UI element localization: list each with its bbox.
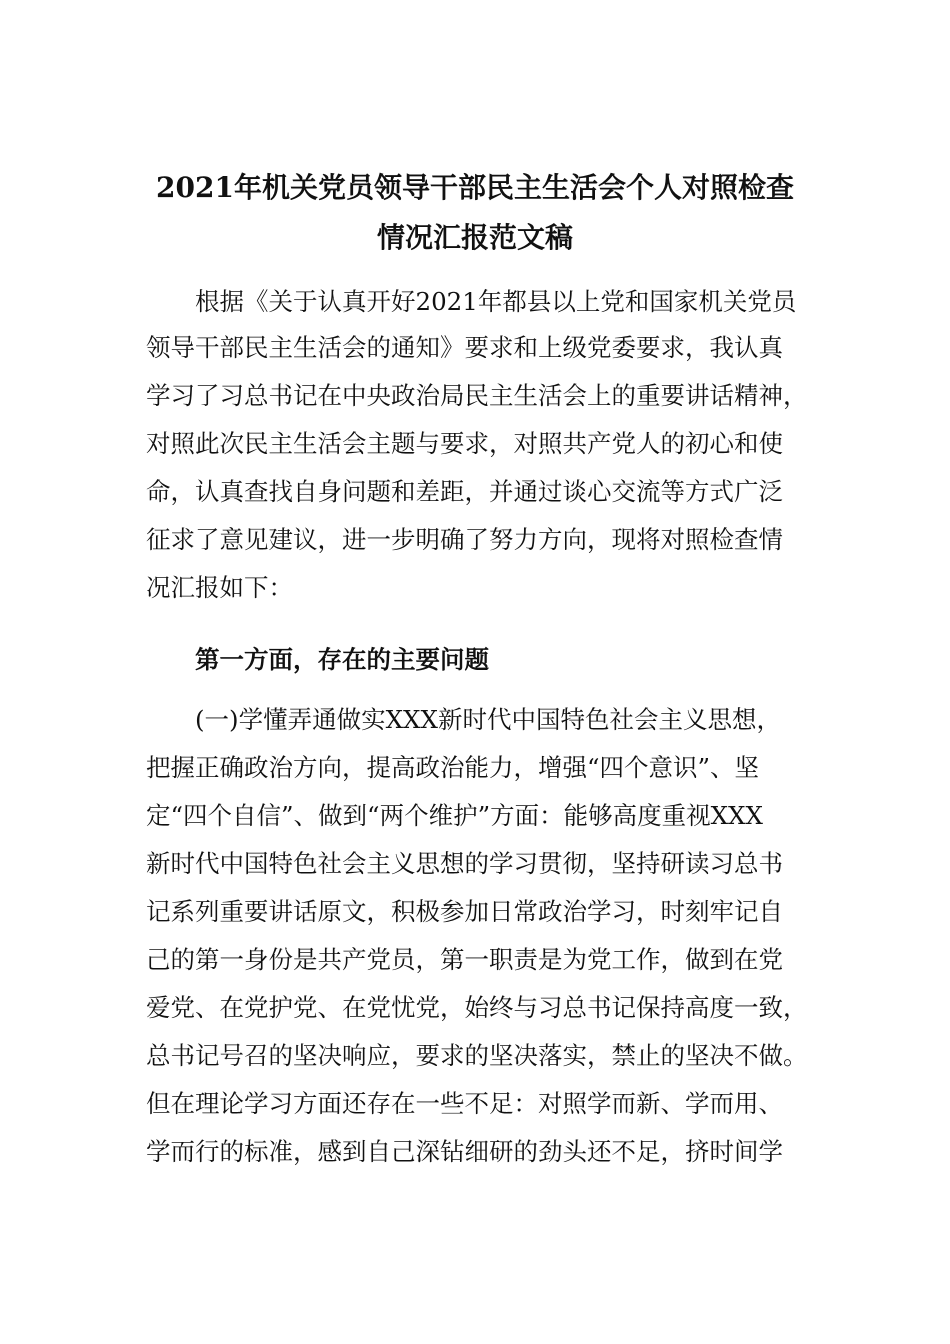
section-paragraph-line: 定“四个自信”、做到“两个维护”方面：能够高度重视XXX xyxy=(146,801,763,830)
section-paragraph-line: 学而行的标准，感到自己深钻细研的劲头还不足，挤时间学 xyxy=(146,1137,783,1166)
section-paragraph-line: 但在理论学习方面还存在一些不足：对照学而新、学而用、 xyxy=(146,1089,783,1118)
intro-paragraph-line: 况汇报如下： xyxy=(146,573,293,602)
document-title-line-2: 情况汇报范文稿 xyxy=(376,221,573,254)
section-paragraph-line: 记系列重要讲话原文，积极参加日常政治学习，时刻牢记自 xyxy=(146,897,783,926)
section-paragraph-line: 己的第一身份是共产党员，第一职责是为党工作，做到在党 xyxy=(146,945,783,974)
section-paragraph-line: (一)学懂弄通做实XXX新时代中国特色社会主义思想， xyxy=(195,705,781,734)
intro-paragraph-line: 根据《关于认真开好2021年都县以上党和国家机关党员 xyxy=(195,287,797,316)
section-paragraph-line: 爱党、在党护党、在党忧党，始终与习总书记保持高度一致， xyxy=(146,993,808,1022)
intro-paragraph-line: 学习了习总书记在中央政治局民主生活会上的重要讲话精神， xyxy=(146,381,808,410)
intro-paragraph-line: 征求了意见建议，进一步明确了努力方向，现将对照检查情 xyxy=(146,525,783,554)
intro-paragraph-line: 对照此次民主生活会主题与要求，对照共产党人的初心和使 xyxy=(146,429,783,458)
section-heading: 第一方面，存在的主要问题 xyxy=(195,645,489,674)
intro-paragraph-line: 命，认真查找自身问题和差距，并通过谈心交流等方式广泛 xyxy=(146,477,783,506)
document-title-line-1: 2021年机关党员领导干部民主生活会个人对照检查 xyxy=(156,171,794,204)
section-paragraph-line: 把握正确政治方向，提高政治能力，增强“四个意识”、坚 xyxy=(146,753,760,782)
intro-paragraph-line: 领导干部民主生活会的通知》要求和上级党委要求，我认真 xyxy=(146,333,783,362)
section-paragraph-line: 新时代中国特色社会主义思想的学习贯彻，坚持研读习总书 xyxy=(146,849,783,878)
section-paragraph-line: 总书记号召的坚决响应，要求的坚决落实，禁止的坚决不做。 xyxy=(146,1041,808,1070)
